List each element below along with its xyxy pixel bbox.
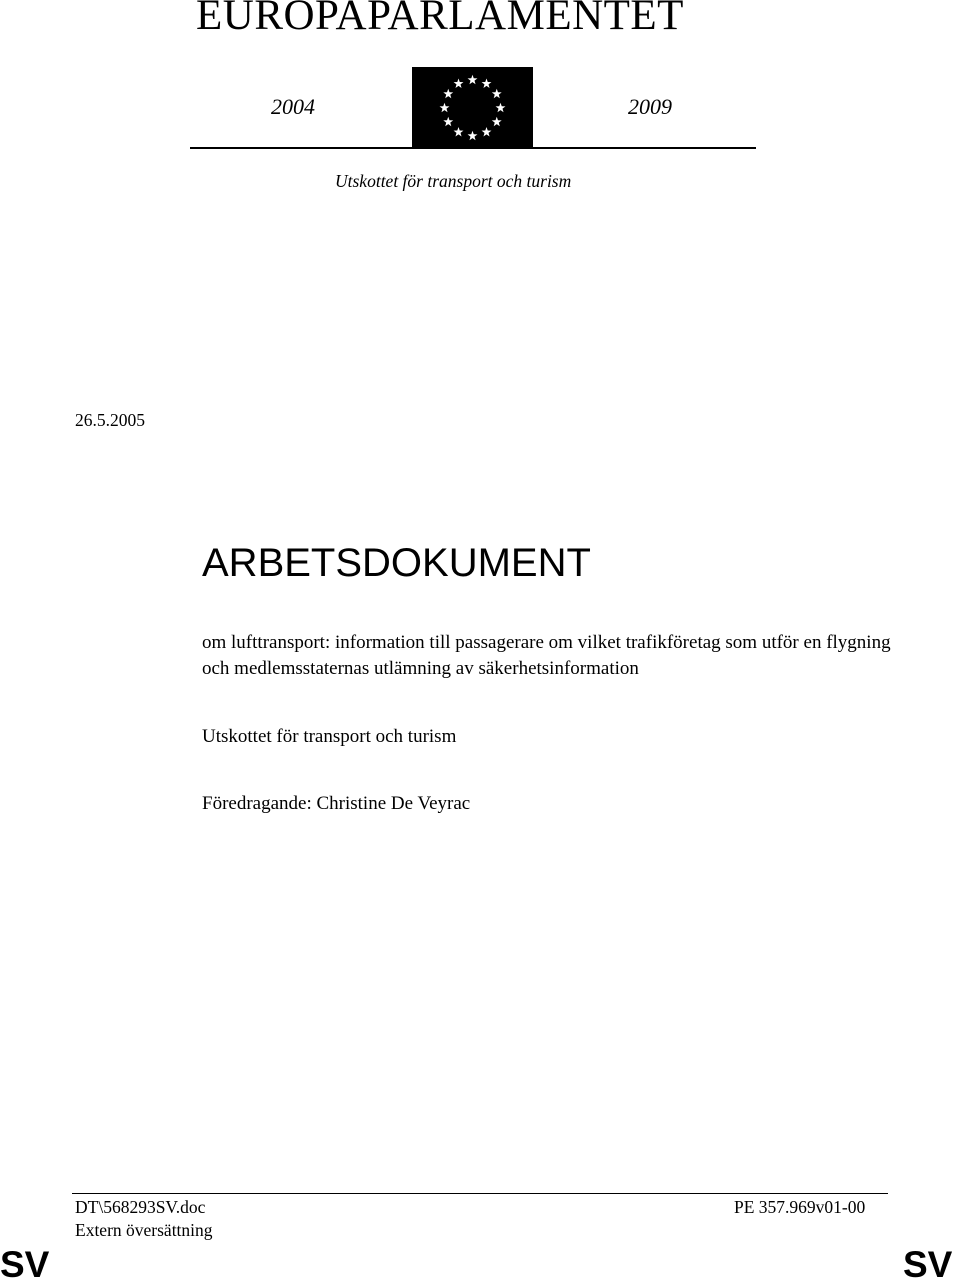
star-icon — [454, 127, 464, 136]
star-icon — [482, 127, 492, 136]
language-code-left: SV — [0, 1244, 50, 1285]
document-date: 26.5.2005 — [75, 410, 145, 430]
eu-flag-icon — [412, 67, 533, 148]
star-icon — [482, 79, 492, 88]
document-committee: Utskottet för transport och turism — [202, 726, 457, 747]
star-icon — [492, 89, 502, 98]
document-subject: om lufttransport: information till passagerare om vilket trafikföretag som utför en flygning och medlemsstaternas utlämning av säkerhetsinformation — [202, 632, 891, 679]
term-start-year: 2004 — [271, 94, 315, 119]
term-end-year: 2009 — [628, 94, 672, 119]
star-icon — [443, 89, 453, 98]
footer-divider — [72, 1193, 888, 1194]
footer-file-reference: DT\568293SV.doc — [75, 1197, 206, 1217]
rapporteur: Föredragande: Christine De Veyrac — [202, 793, 471, 814]
committee-header: Utskottet för transport och turism — [335, 171, 572, 191]
language-code-right: SV — [903, 1244, 953, 1285]
footer-translation-note: Extern översättning — [75, 1220, 213, 1240]
star-icon — [468, 131, 478, 140]
star-icon — [443, 117, 453, 126]
header-divider — [190, 147, 756, 149]
star-icon — [440, 103, 450, 112]
star-icon — [468, 75, 478, 84]
star-icon — [496, 103, 506, 112]
footer-pe-number: PE 357.969v01-00 — [734, 1197, 866, 1217]
document-type-heading: ARBETSDOKUMENT — [202, 541, 591, 585]
star-icon — [454, 79, 464, 88]
institution-title: EUROPAPARLAMENTET — [196, 0, 684, 39]
eu-stars-icon — [412, 67, 533, 148]
star-icon — [492, 117, 502, 126]
